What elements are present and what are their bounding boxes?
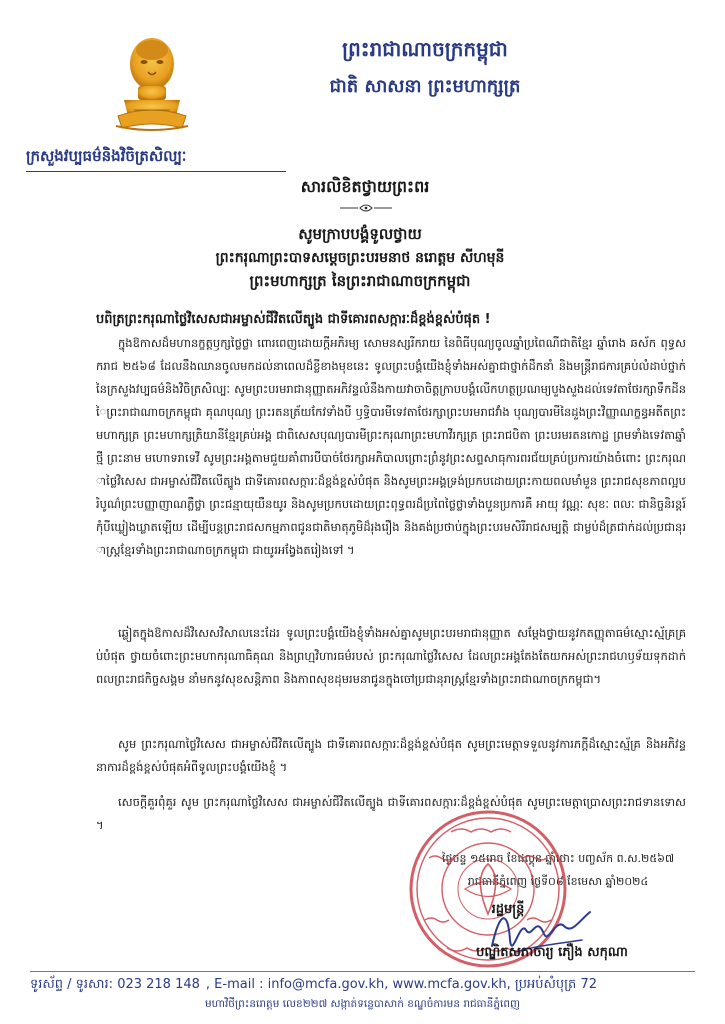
paragraph-3: សូម ព្រះករុណាថ្លៃវិសេស ជាអម្ចាស់ជីវិតលើត្បូង ជាទីគោរពសក្ការៈដ៏ខ្ពង់ខ្ពស់បំផុត សូមព្រះមេត្តាទទួលនូវការភក្តីដ៏ស្មោះស្ម័គ្រ និងអភិវន្ទនាការដ៏ខ្ពង់ខ្ពស់បំផុតអំពីទូលព្រះបង្គំយើងខ្ញុំ ។ bbox=[96, 737, 686, 774]
paragraph-1: ក្នុងឱកាសដ៏មហានក្ខត្តឫក្សថ្លៃថ្លា ពោរពេញដោយក្តីអភិរម្យ សោមនស្សរីករាយ នៃពិធីបុណ្យចូលឆ្នាំប្រពៃណីជាតិខ្មែរ ឆ្នាំរោង ឆស័ក ពុទ្ធសករាជ ២៥៦៨ ដែលនឹងឈានចូលមកដល់នាពេលដ៏ខ្លីខាងមុខនេះ ទូលព្រះបង្គំយើងខ្ញុំទាំងអស់គ្នាជាថ្នាក់ដឹកនាំ និងមន្ត្រីរាជការគ្រប់លំដាប់ថ្នាក់ នៃក្រសួងវប្បធម៌និងវិចិត្រសិល្បៈ សូមព្រះបរមរាជានុញ្ញាតអភិវន្ទលំនឹងកាយវាចាចិត្តក្រាបបង្គំលើកហត្ថប្រណម្យបួងសួងដល់ទេវតាថែរក្សាទឹកដីនៃព្រះរាជាណាចក្រកម្ពុជា គុណបុណ្យ ព្រះរតនត្រ័យកែវទាំងបី ឫទ្ធិបារមីទេវតាថែរក្សាព្រះបរមរាជវាំង បុណ្យបារមីនៃដួងព្រះវិញ្ញាណក្ខន្ធអតីតព្រះមហាក្សត្រ ព្រះមហាក្សត្រិយានីខ្មែរគ្រប់អង្គ ជាពិសេសបុណ្យបារមីព្រះករុណាព្រះមហាវីរក្សត្រ ព្រះរាជបិតា ព្រះបរមរតនកោដ្ឋ ព្រមទាំងទេវតាឆ្នាំថ្មី ព្រះនាម មហោទរាទេវី សូមព្រះអង្គតាមជួយគាំពារបីបាច់ថែរក្សាអភិបាលព្រោះព្រំនូវព្រះសព្ទសាធុការពរជ័យគ្រប់ប្រការយ៉ាងចំពោះ ព្រះករុណាថ្លៃវិសេស ជាអម្ចាស់ជីវិតលើត្បូង ជាទីគោរពសក្ការៈដ៏ខ្ពង់ខ្ពស់បំផុត និងសូមព្រះអង្គទ្រង់ប្រកបដោយព្រះកាយពលមាំមួន ព្រះរាជសុខភាពល្អបរិបូណ៌ព្រះបញ្ញាញាណភ្លឺថ្លា ព្រះជន្មាយុយឺនយូរ និងសូមប្រកបដោយព្រះពុទ្ធពរដ៏ប្រពៃថ្លៃថ្លាទាំងបួនប្រការគឺ អាយុ វណ្ណៈ សុខៈ ពលៈ ជានិច្ចនិរន្តរ៍កុំបីឃ្លៀងឃ្លាតឡើយ ដើម្បីបន្តព្រះរាជសកម្មភាពជូនជាតិមាតុភូមិដ៏រុងរឿង និងគង់ប្រថាប់ក្នុងព្រះបរមសិរីរាជសម្បត្តិ ជាម្លប់ដ៏ត្រជាក់ដល់ប្រជានុរាស្ត្រខ្មែរទាំងព្រះរាជាណាចក្រកម្ពុជា ជាយូរអង្វែងតរៀងទៅ ។ bbox=[96, 336, 686, 557]
email-label: E-mail : bbox=[214, 977, 264, 992]
footer-contact: ទូរស័ព្ទ / ទូរសារ: 023 218 148 , E-mail : info@mcfa.gov.kh, www.mcfa.gov.kh, ប្រអប់សំបុត្រ 72 bbox=[30, 977, 597, 992]
phone-label: ទូរស័ព្ទ / ទូរសារ: bbox=[30, 977, 114, 992]
pobox-label: ប្រអប់សំបុត្រ bbox=[514, 977, 577, 992]
addressee-line-1: សូមក្រាបបង្គំទូលថ្វាយ bbox=[298, 225, 422, 243]
phone-number: 023 218 148 bbox=[117, 977, 200, 992]
footer-divider bbox=[30, 971, 695, 972]
addressee-line-3: ព្រះមហាក្សត្រ នៃព្រះរាជាណាចក្រកម្ពុជា bbox=[249, 272, 471, 290]
pobox-number: 72 bbox=[580, 977, 597, 992]
salutation: បពិត្រព្រះករុណាថ្លៃវិសេសជាអម្ចាស់ជីវិតលើត្បូង ជាទីគោរពសក្ការៈដ៏ខ្ពង់ខ្ពស់បំផុត ! bbox=[96, 312, 491, 327]
minister-name: បណ្ឌិតសភាចារ្យ ភឿង សកុណា bbox=[476, 945, 628, 960]
date-solar: រាជធានីភ្នំពេញ ថ្ងៃទី០៨ ខែមេសា ឆ្នាំ២០២៤ bbox=[467, 875, 649, 888]
website-link[interactable]: www.mcfa.gov.kh bbox=[392, 977, 507, 992]
title-ornament bbox=[338, 203, 394, 213]
ministry-logo bbox=[112, 30, 192, 142]
ministry-name: ក្រសួងវប្បធម៌និងវិចិត្រសិល្បៈ bbox=[26, 147, 286, 172]
national-motto: ជាតិ សាសនា ព្រះមហាក្សត្រ bbox=[329, 76, 521, 97]
paragraph-2: ឆ្លៀតក្នុងឱកាសដ៏វិសេសវិសាលនេះដែរ ទូលព្រះបង្គំយើងខ្ញុំទាំងអស់គ្នាសូមព្រះបរមរាជានុញ្ញាត សម្ដែងថ្វាយនូវកតញ្ញុតាធម៌ស្មោះស្ម័គ្រគ្រប់បំផុត ថ្វាយចំពោះព្រះមហាករុណាធិគុណ និងព្រហ្មវិហារធម៌របស់ ព្រះករុណាថ្លៃវិសេស ដែលព្រះអង្គតែងតែយកអស់ព្រះរាជហឫទ័យទុកដាក់ពលព្រះរាជកិច្ចសង្គម នាំមកនូវសុខសន្តិភាព និងភាពសុខដុមរមនាជូនក្នុងចៅប្រជានុរាស្ត្រខ្មែរទាំងព្រះរាជាណាចក្រកម្ពុជា។ bbox=[96, 626, 686, 686]
footer-address: មហាវិថីព្រះនរោត្តម លេខ២២៧ សង្កាត់ទន្លេបាសាក់ ខណ្ឌចំការមន រាជធានីភ្នំពេញ bbox=[204, 998, 521, 1010]
paragraph-4: សេចក្តីគួរពុំគួរ សូម ព្រះករុណាថ្លៃវិសេស ជាអម្ចាស់ជីវិតលើត្បូង ជាទីគោរពសក្ការៈដ៏ខ្ពង់ខ្ពស់បំផុត សូមព្រះមេត្តាប្រោសព្រះរាជទានទោស ។ bbox=[96, 795, 686, 832]
email-link[interactable]: info@mcfa.gov.kh bbox=[267, 977, 385, 992]
minister-title: រដ្ឋមន្ត្រី bbox=[491, 902, 525, 917]
date-lunar: ថ្ងៃចន្ទ ១៥រោច ខែផល្គុន ឆ្នាំថោះ បញ្ចស័ក ព.ស.២៥៦៧ bbox=[442, 852, 674, 865]
document-title: សារលិខិតថ្វាយព្រះពរ bbox=[300, 177, 430, 196]
kingdom-title: ព្រះរាជាណាចក្រកម្ពុជា bbox=[342, 37, 508, 61]
addressee-line-2: ព្រះករុណាព្រះបាទសម្ដេចព្រះបរមនាថ នរោត្តម សីហមុនី bbox=[215, 250, 505, 266]
